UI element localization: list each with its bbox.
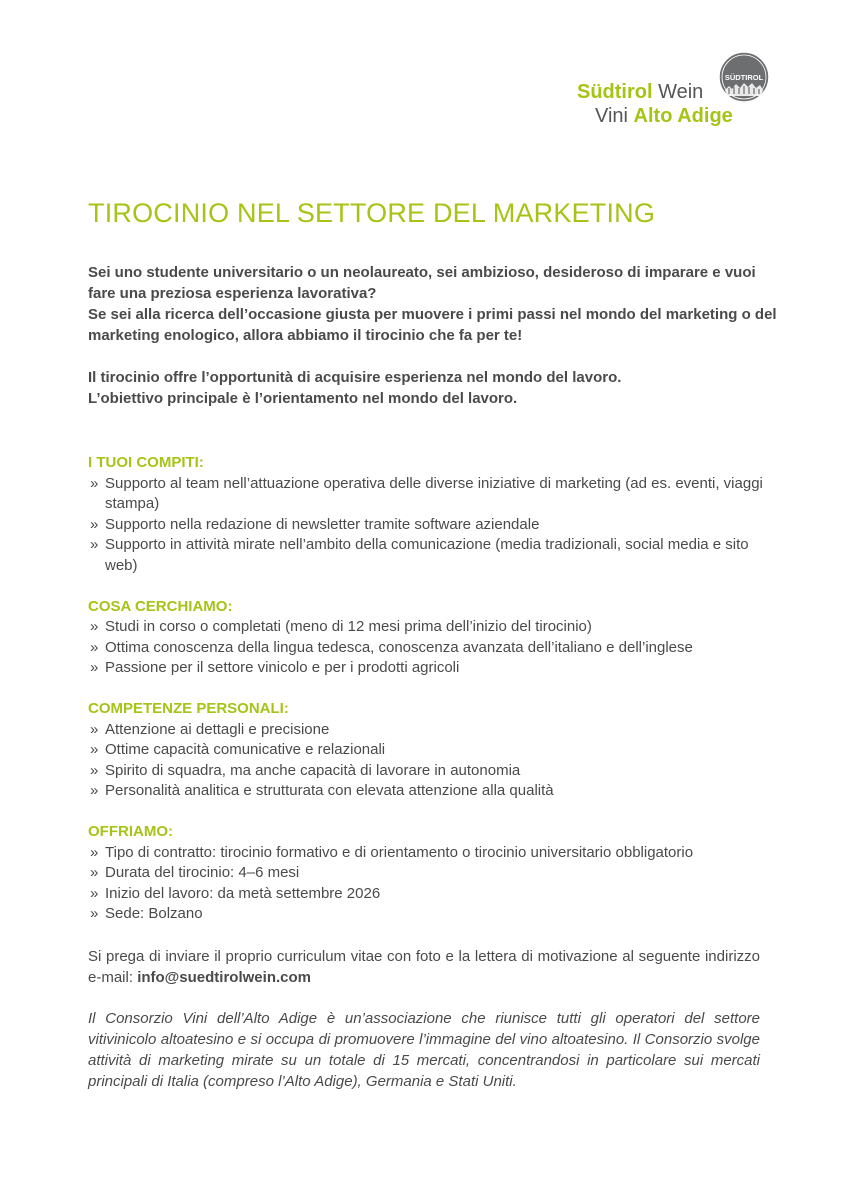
suedtirol-seal-icon	[717, 50, 771, 104]
logo-line-1	[577, 80, 703, 104]
logo-line-2	[595, 104, 733, 128]
section-heading: COMPETENZE PERSONALI:	[88, 700, 289, 717]
list-item: » Attenzione ai dettagli e precisione	[88, 720, 778, 741]
list-item: » Passione per il settore vinicolo e per i prodotti agricoli	[88, 658, 778, 679]
list-item: » Durata del tirocinio: 4–6 mesi	[88, 863, 778, 884]
list-item: » Studi in corso o completati (meno di 12 mesi prima dell’inizio del tirocinio)	[88, 617, 778, 638]
page-title: TIROCINIO NEL SETTORE DEL MARKETING	[88, 198, 656, 228]
bullet-list	[88, 843, 778, 925]
list-item: » Sede: Bolzano	[88, 904, 778, 925]
list-item: » Tipo di contratto: tirocinio formativo e di orientamento o tirocinio universitario obbligatorio	[88, 843, 778, 864]
section-heading: COSA CERCHIAMO:	[88, 597, 233, 615]
list-item: » Inizio del lavoro: da metà settembre 2026	[88, 884, 778, 905]
list-item: » Supporto nella redazione di newsletter tramite software aziendale	[88, 515, 778, 536]
list-item: » Spirito di squadra, ma anche capacità di lavorare in autonomia	[88, 761, 778, 782]
intro-paragraph-3: Il tirocinio offre l’opportunità di acquisire esperienza nel mondo del lavoro.	[88, 369, 622, 386]
logo-suedtirol: Südtirol	[577, 81, 653, 103]
about-consortium: Il Consorzio Vini dell’Alto Adige è un’associazione che riunisce tutti gli operatori del settore vitivinicolo altoatesino e si occupa di promuovere l’immagine del vino altoatesino. Il Consorzio svolge attività di marketing mirate su un totale di 15 mercati, concentrandosi in particolare sui mercati principali di Italia (compreso l’Alto Adige), Germania e Stati Uniti.	[88, 1010, 760, 1090]
intro-block	[88, 262, 778, 409]
list-item: » Supporto al team nell’attuazione operativa delle diverse iniziative di marketing (ad es. eventi, viaggi stampa)	[88, 474, 778, 515]
intro-paragraph-4: L’obiettivo principale è l’orientamento nel mondo del lavoro.	[88, 390, 518, 407]
list-item: » Ottima conoscenza della lingua tedesca, conoscenza avanzata dell’italiano e dell’inglese	[88, 638, 778, 659]
job-sections	[88, 453, 778, 945]
section-heading: I TUOI COMPITI:	[88, 454, 204, 471]
section-offer	[88, 822, 778, 925]
application-text: Si prega di inviare il proprio curriculum vitae con foto e la lettera di motivazione al seguente indirizzo e-mail:	[88, 948, 760, 986]
bullet-list	[88, 720, 778, 802]
list-item: » Personalità analitica e strutturata con elevata attenzione alla qualità	[88, 781, 778, 802]
list-item: » Supporto in attività mirate nell’ambito della comunicazione (media tradizionali, social media e sito web)	[88, 535, 778, 576]
logo-alto-adige: Alto Adige	[633, 105, 733, 127]
intro-paragraph-2: Se sei alla ricerca dell’occasione giusta per muovere i primi passi nel mondo del marketing o del marketing enologico, allora abbiamo il tirocinio che fa per te!	[88, 306, 777, 344]
contact-email-link[interactable]: info@suedtirolwein.com	[137, 969, 311, 986]
bullet-list	[88, 617, 778, 679]
list-item: » Ottime capacità comunicative e relazionali	[88, 740, 778, 761]
brand-logo	[577, 46, 777, 136]
section-tasks	[88, 453, 778, 576]
section-requirements	[88, 597, 778, 679]
section-heading: OFFRIAMO:	[88, 823, 173, 840]
logo-vini: Vini	[595, 105, 634, 127]
bullet-list	[88, 474, 778, 577]
intro-paragraph-1: Sei uno studente universitario o un neolaureato, sei ambizioso, desideroso di imparare e vuoi fare una preziosa esperienza lavorativa?	[88, 264, 756, 302]
logo-wein: Wein	[652, 81, 704, 103]
application-instructions	[88, 946, 760, 988]
section-skills	[88, 699, 778, 802]
seal-text: SÜDTIROL	[724, 73, 764, 82]
